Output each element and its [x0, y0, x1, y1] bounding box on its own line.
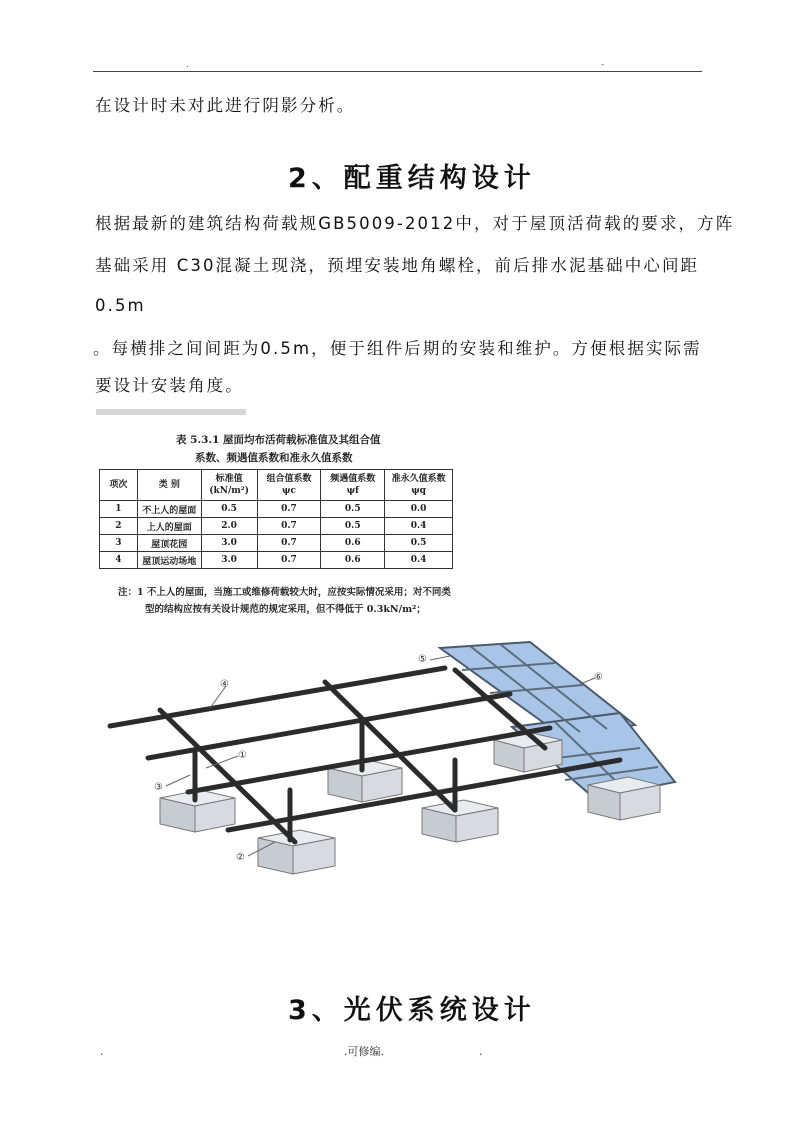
- cell: 3.0: [201, 535, 257, 552]
- cell: 0.5: [201, 501, 257, 518]
- cell: 2: [100, 518, 138, 535]
- footer-dot-right: .: [479, 1045, 483, 1058]
- cell: 4: [100, 552, 138, 569]
- cell: 0.7: [257, 552, 321, 569]
- table-note: 注：1 不上人的屋面，当施工或维修荷载较大时，应按实际情况采用；对不同类: [118, 587, 451, 598]
- table-row: [100, 535, 453, 552]
- cropped-text-strip: [96, 409, 246, 415]
- cell: 3: [100, 535, 138, 552]
- table-header-row: [100, 470, 453, 501]
- paragraph-line: 。每横排之间间距为0.5m，便于组件后期的安装和维护。方便根据实际需: [93, 339, 702, 358]
- header-rule: [93, 71, 702, 72]
- col-header: 类 别: [137, 470, 201, 501]
- header-dot-left: .: [186, 60, 189, 70]
- cell: 0.5: [321, 518, 385, 535]
- cell: 3.0: [201, 552, 257, 569]
- callout-1: ①: [238, 750, 247, 761]
- cell: 2.0: [201, 518, 257, 535]
- callout-2: ②: [236, 852, 245, 863]
- cell: 0.7: [257, 501, 321, 518]
- cell: 上人的屋面: [137, 518, 201, 535]
- concrete-block: [422, 800, 498, 842]
- table-subtitle: 系数、频遇值系数和准永久值系数: [195, 452, 353, 464]
- section-heading-3: 3、光伏系统设计: [288, 995, 536, 1026]
- cell: 0.5: [385, 535, 453, 552]
- table-row: [100, 552, 453, 569]
- table-row: [100, 501, 453, 518]
- section-heading-2: 2、配重结构设计: [288, 163, 536, 194]
- callout-4: ④: [220, 679, 229, 690]
- col-header: 组合值系数 ψc: [257, 470, 321, 501]
- concrete-block: [258, 830, 335, 874]
- load-table: [99, 469, 453, 569]
- cell: 0.7: [257, 535, 321, 552]
- callout-3: ③: [154, 782, 163, 793]
- paragraph-line: 0.5m: [95, 296, 146, 315]
- table-note: 型的结构应按有关设计规范的规定采用，但不得低于 0.3kN/m²；: [145, 604, 426, 615]
- ballast-structure-diagram: [100, 630, 700, 880]
- cell: 0.0: [385, 501, 453, 518]
- cell: 0.5: [321, 501, 385, 518]
- paragraph-intro: 在设计时未对此进行阴影分析。: [95, 96, 356, 115]
- col-header: 项次: [100, 470, 138, 501]
- cell: 0.4: [385, 518, 453, 535]
- paragraph-line: 基础采用 C30混凝土现浇，预埋安装地角螺栓，前后排水泥基础中心间距: [95, 256, 700, 275]
- col-header: 准永久值系数 ψq: [385, 470, 453, 501]
- cell: 不上人的屋面: [137, 501, 201, 518]
- col-header: 标准值 (kN/m²): [201, 470, 257, 501]
- pv-panels: [440, 642, 675, 798]
- cell: 0.6: [321, 535, 385, 552]
- cell: 0.4: [385, 552, 453, 569]
- paragraph-line: 要设计安装角度。: [95, 376, 244, 395]
- concrete-block: [494, 733, 562, 772]
- callout-6: ⑥: [594, 672, 603, 683]
- table-row: [100, 518, 453, 535]
- col-header: 频遇值系数 ψf: [321, 470, 385, 501]
- cell: 屋顶花园: [137, 535, 201, 552]
- cell: 屋顶运动场地: [137, 552, 201, 569]
- paragraph-line: 根据最新的建筑结构荷载规GB5009-2012中，对于屋顶活荷载的要求，方阵: [95, 214, 735, 233]
- concrete-block: [588, 777, 660, 820]
- cell: 0.7: [257, 518, 321, 535]
- table-title: 表 5.3.1 屋面均布活荷载标准值及其组合值: [176, 434, 381, 446]
- cell: 1: [100, 501, 138, 518]
- callout-5: ⑤: [418, 654, 427, 665]
- header-dash-right: -: [601, 60, 605, 70]
- footer-dot-left: .: [100, 1045, 104, 1058]
- cell: 0.6: [321, 552, 385, 569]
- footer-center-text: .可修编.: [344, 1045, 384, 1058]
